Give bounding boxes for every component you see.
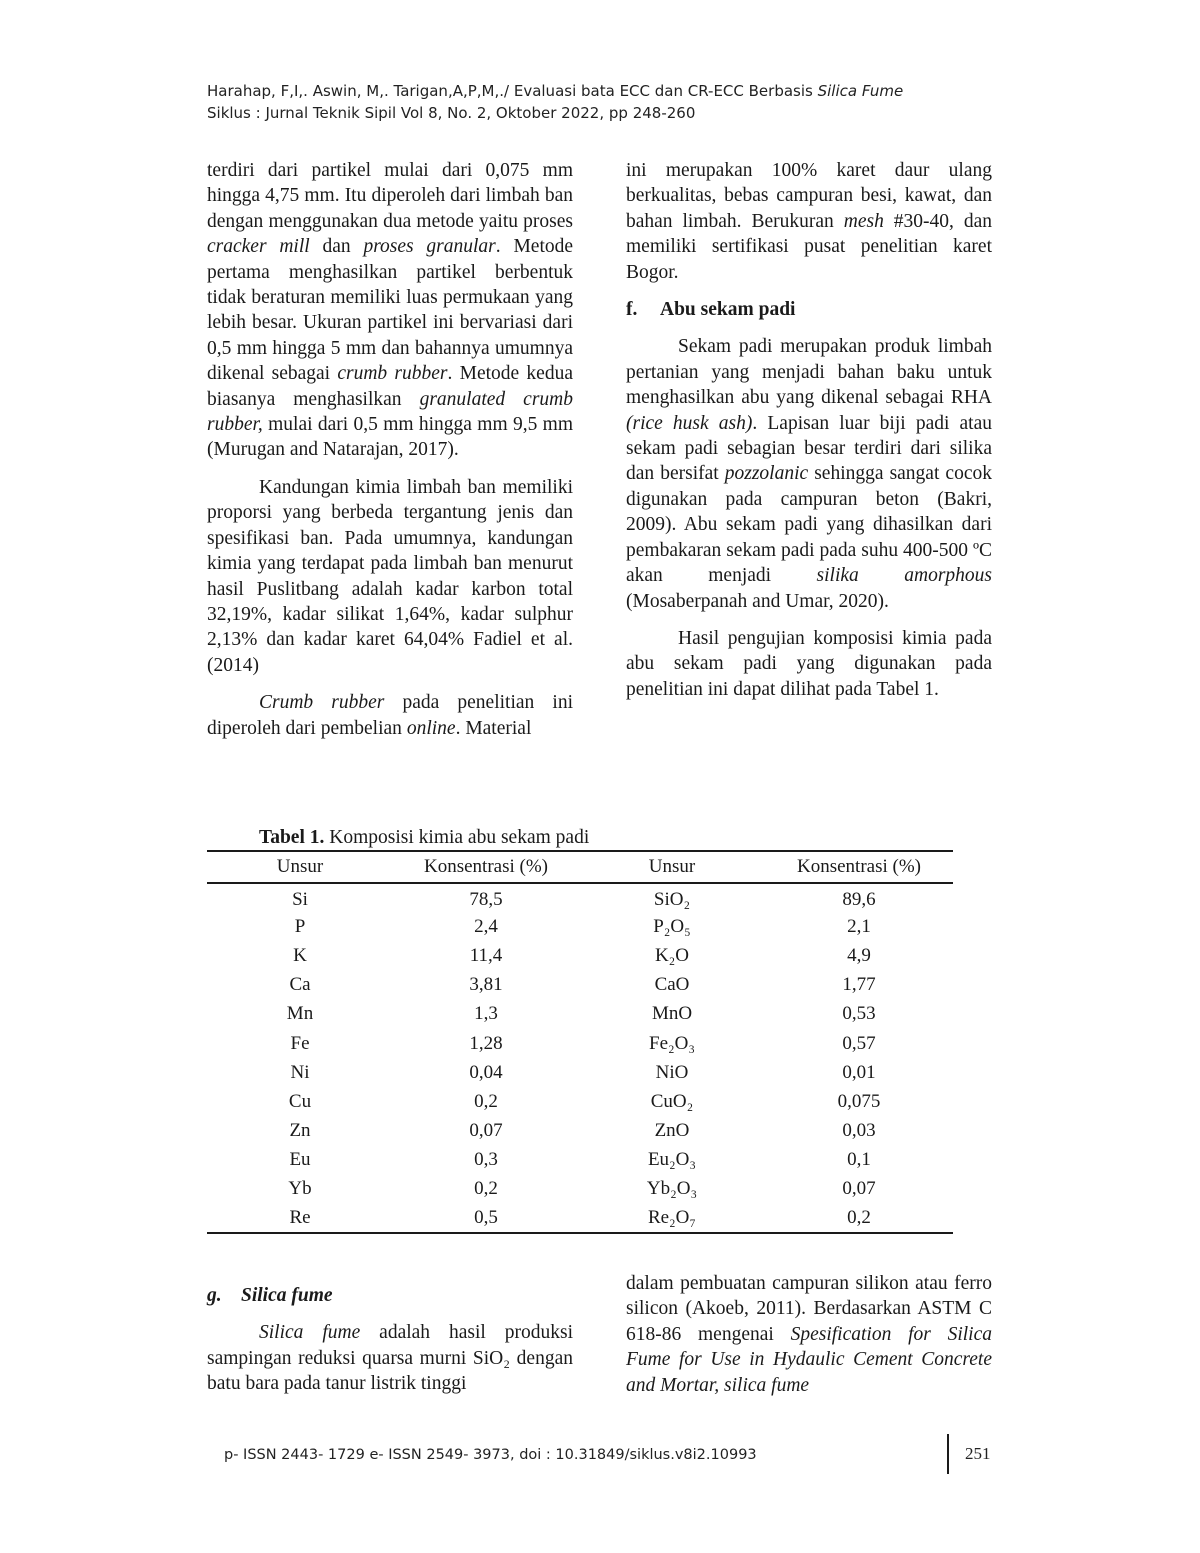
table-header-row (207, 851, 953, 883)
column-right-top (626, 158, 992, 702)
paragraph-crumb-rubber-source: Crumb rubber pada penelitian ini diperoleh dari pembelian online. Material (207, 692, 573, 739)
table-row: Zn 0,07 ZnO 0,03 (289, 1120, 876, 1142)
header-konsentrasi-2: Konsentrasi (%) (797, 856, 921, 877)
header-citation-italic: Silica Fume (817, 82, 904, 100)
section-heading-silica-fume: g. Silica fume (207, 1285, 333, 1306)
section-heading-abu-sekam-padi: f. Abu sekam padi (626, 299, 796, 321)
running-header (207, 80, 997, 124)
paragraph-material-continuation: ini merupakan 100% karet daur ulang berkualitas, bebas campuran besi, kawat, dan bahan limbah. Berukuran mesh #30-40, dan memiliki sertifikasi pusat penelitian karet Bogor. (626, 160, 992, 283)
table-row: Ni 0,04 NiO 0,01 (290, 1061, 876, 1083)
table-row: Si 78,5 SiO₂ 89,6 (292, 888, 876, 910)
table-caption: Tabel 1. Komposisi kimia abu sekam padi (259, 827, 590, 848)
table-row: K 11,4 K₂O 4,9 (293, 944, 871, 966)
paragraph-rice-husk: Sekam padi merupakan produk limbah pertanian yang menjadi bahan baku untuk menghasilkan abu yang dikenal sebagai RHA (rice husk ash). Lapisan luar biji padi atau sekam padi sebagian besar terdiri dari silika dan bersifat pozzolanic sehingga sangat cocok digunakan pada campuran beton (Bakri, 2009). Abu sekam padi yang dihasilkan dari pembakaran sekam padi pada suhu 400-500 ºC akan menjadi silika amorphous (Mosaberpanah and Umar, 2020). (626, 336, 992, 612)
paragraph-silica-fume-continuation: dalam pembuatan campuran silikon atau ferro silicon (Akoeb, 2011). Berdasarkan ASTM C 618-86 mengenai Spesification for Silica Fume for Use in Hydaulic Cement Concrete and Mortar, silica fume (626, 1273, 993, 1396)
header-citation-line (207, 80, 997, 102)
paragraph-crumb-rubber-process: terdiri dari partikel mulai dari 0,075 mm hingga 4,75 mm. Itu diperoleh dari limbah ban dengan menggunakan dua metode yaitu proses cracker mill dan proses granular. Metode pertama menghasilkan partikel berbentuk tidak beraturan memiliki luas permukaan yang lebih besar. Ukuran partikel ini bervariasi dari 0,5 mm hingga 5 mm dan bahannya umumnya dikenal sebagai crumb rubber. Metode kedua biasanya menghasilkan granulated crumb rubber, mulai dari 0,5 mm hingga mm 9,5 mm (Murugan and Natarajan, 2017). (207, 160, 574, 461)
table-row: Mn 1,3 MnO 0,53 (286, 1003, 876, 1025)
table-composition (207, 826, 953, 1234)
footer-divider (947, 1434, 949, 1474)
table-row: Ca 3,81 CaO 1,77 (289, 974, 876, 996)
footer-issn: p- ISSN 2443- 1729 e- ISSN 2549- 3973, doi : 10.31849/siklus.v8i2.10993 (224, 1447, 757, 1463)
paragraph-chemical-content: Kandungan kimia limbah ban memiliki proporsi yang berbeda tergantung jenis dan spesifikasi ban. Pada umumnya, kandungan kimia yang terdapat pada limbah ban menurut hasil Puslitbang adalah kadar karbon total 32,19%, kadar silikat 1,64%, kadar sulphur 2,13% dan kadar karet 64,04% Fadiel et al. (2014) (207, 476, 573, 676)
table-row: P 2,4 P₂O₅ 2,1 (294, 915, 871, 937)
header-journal-line: Siklus : Jurnal Teknik Sipil Vol 8, No. 2, Oktober 2022, pp 248-260 (207, 104, 696, 122)
paragraph-silica-fume: Silica fume adalah hasil produksi sampingan reduksi quarsa murni SiO₂ dengan batu bara pada tanur listrik tinggi (207, 1322, 573, 1395)
table-row: Yb 0,2 Yb₂O₃ 0,07 (288, 1178, 876, 1200)
header-unsur-1: Unsur (276, 856, 324, 877)
table-row: Re 0,5 Re₂O₇ 0,2 (207, 1204, 953, 1233)
column-left-bottom (207, 1283, 573, 1397)
page-number: 251 (965, 1444, 991, 1463)
header-unsur-2: Unsur (648, 856, 696, 877)
column-right-bottom (626, 1271, 992, 1398)
paragraph-table-reference: Hasil pengujian komposisi kimia pada abu sekam padi yang digunakan pada penelitian ini dapat dilihat pada Tabel 1. (626, 627, 992, 700)
table-row: Eu 0,3 Eu₂O₃ 0,1 (289, 1149, 871, 1171)
composition-table (207, 850, 953, 1234)
column-left-top (207, 158, 573, 741)
header-citation-text: Harahap, F,I,. Aswin, M,. Tarigan,A,P,M,./ Evaluasi bata ECC dan CR-ECC Berbasis (207, 82, 818, 100)
table-row: Fe 1,28 Fe₂O₃ 0,57 (290, 1032, 876, 1054)
table-row: Cu 0,2 CuO₂ 0,075 (288, 1090, 881, 1112)
header-konsentrasi-1: Konsentrasi (%) (424, 856, 548, 877)
